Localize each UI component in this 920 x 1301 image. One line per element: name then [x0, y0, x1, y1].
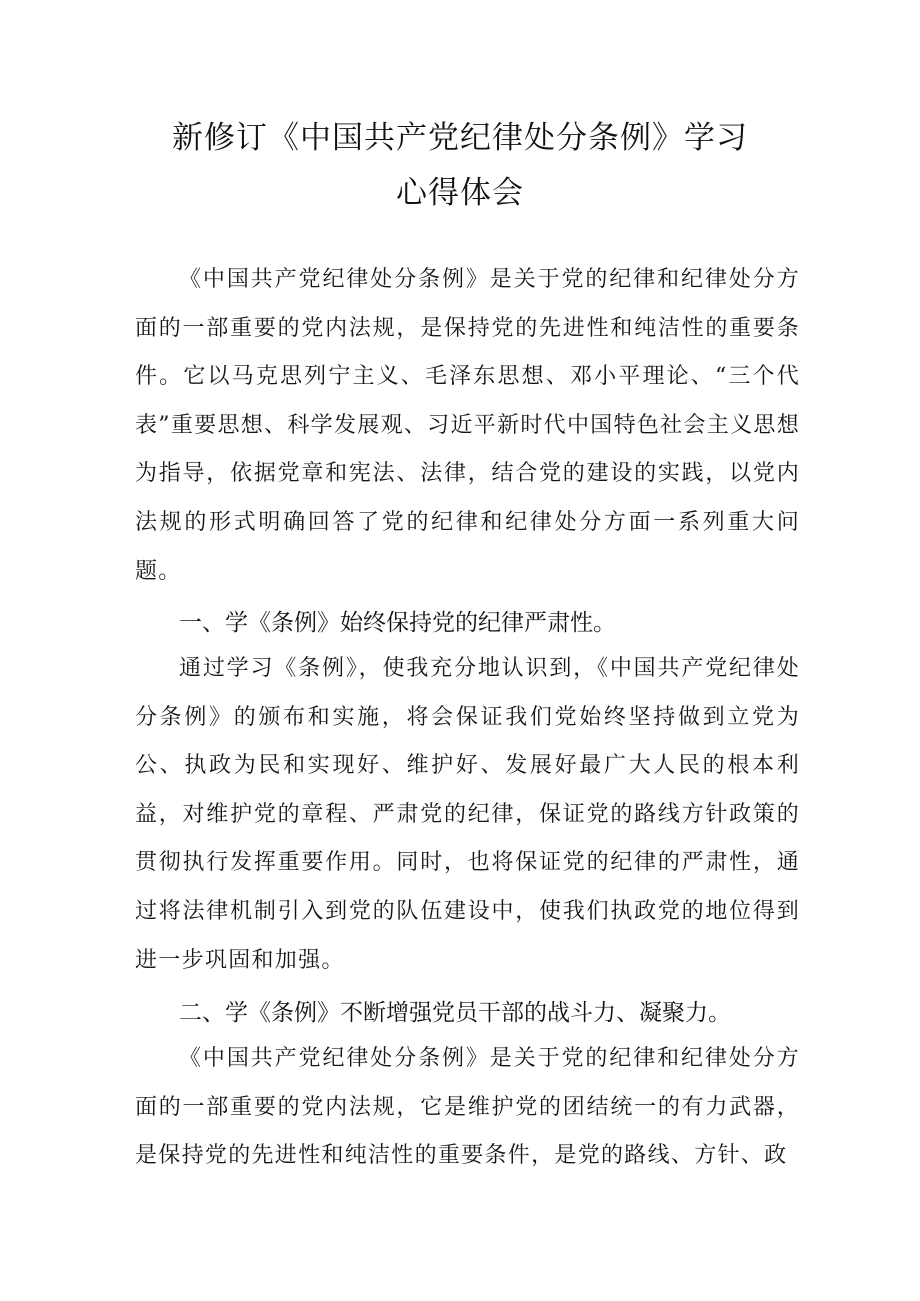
document-title-line-2: 心得体会 — [396, 175, 524, 211]
section-heading-2: 二、学《条例》不断增强党员干部的战斗力、凝聚力。 — [179, 1000, 731, 1026]
section-heading-1: 一、学《条例》始终保持党的纪律严肃性。 — [179, 610, 616, 636]
section-2-paragraph: 《中国共产党纪律处分条例》是关于党的纪律和纪律处分方面的一部重要的党内法规，它是维护党的团结统一的有力武器，是保持党的先进性和纯洁性的重要条件，是党的路线、方针、政 — [135, 1046, 800, 1169]
document-title-line-1: 新修订《中国共产党纪律处分条例》学习 — [172, 120, 748, 156]
intro-paragraph: 《中国共产党纪律处分条例》是关于党的纪律和纪律处分方面的一部重要的党内法规，是保持党的先进性和纯洁性的重要条件。它以马克思列宁主义、毛泽东思想、邓小平理论、“三个代表”重要思想、科学发展观、习近平新时代中国特色社会主义思想为指导，依据党章和宪法、法律，结合党的建设的实践，以党内法规的形式明确回答了党的纪律和纪律处分方面一系列重大问题。 — [135, 267, 800, 584]
section-1-paragraph: 通过学习《条例》，使我充分地认识到，《中国共产党纪律处分条例》的颁布和实施，将会保证我们党始终坚持做到立党为公、执政为民和实现好、维护好、发展好最广大人民的根本利益，对维护党的章程、严肃党的纪律，保证党的路线方针政策的贯彻执行发挥重要作用。同时，也将保证党的纪律的严肃性，通过将法律机制引入到党的队伍建设中，使我们执政党的地位得到进一步巩固和加强。 — [135, 656, 800, 973]
